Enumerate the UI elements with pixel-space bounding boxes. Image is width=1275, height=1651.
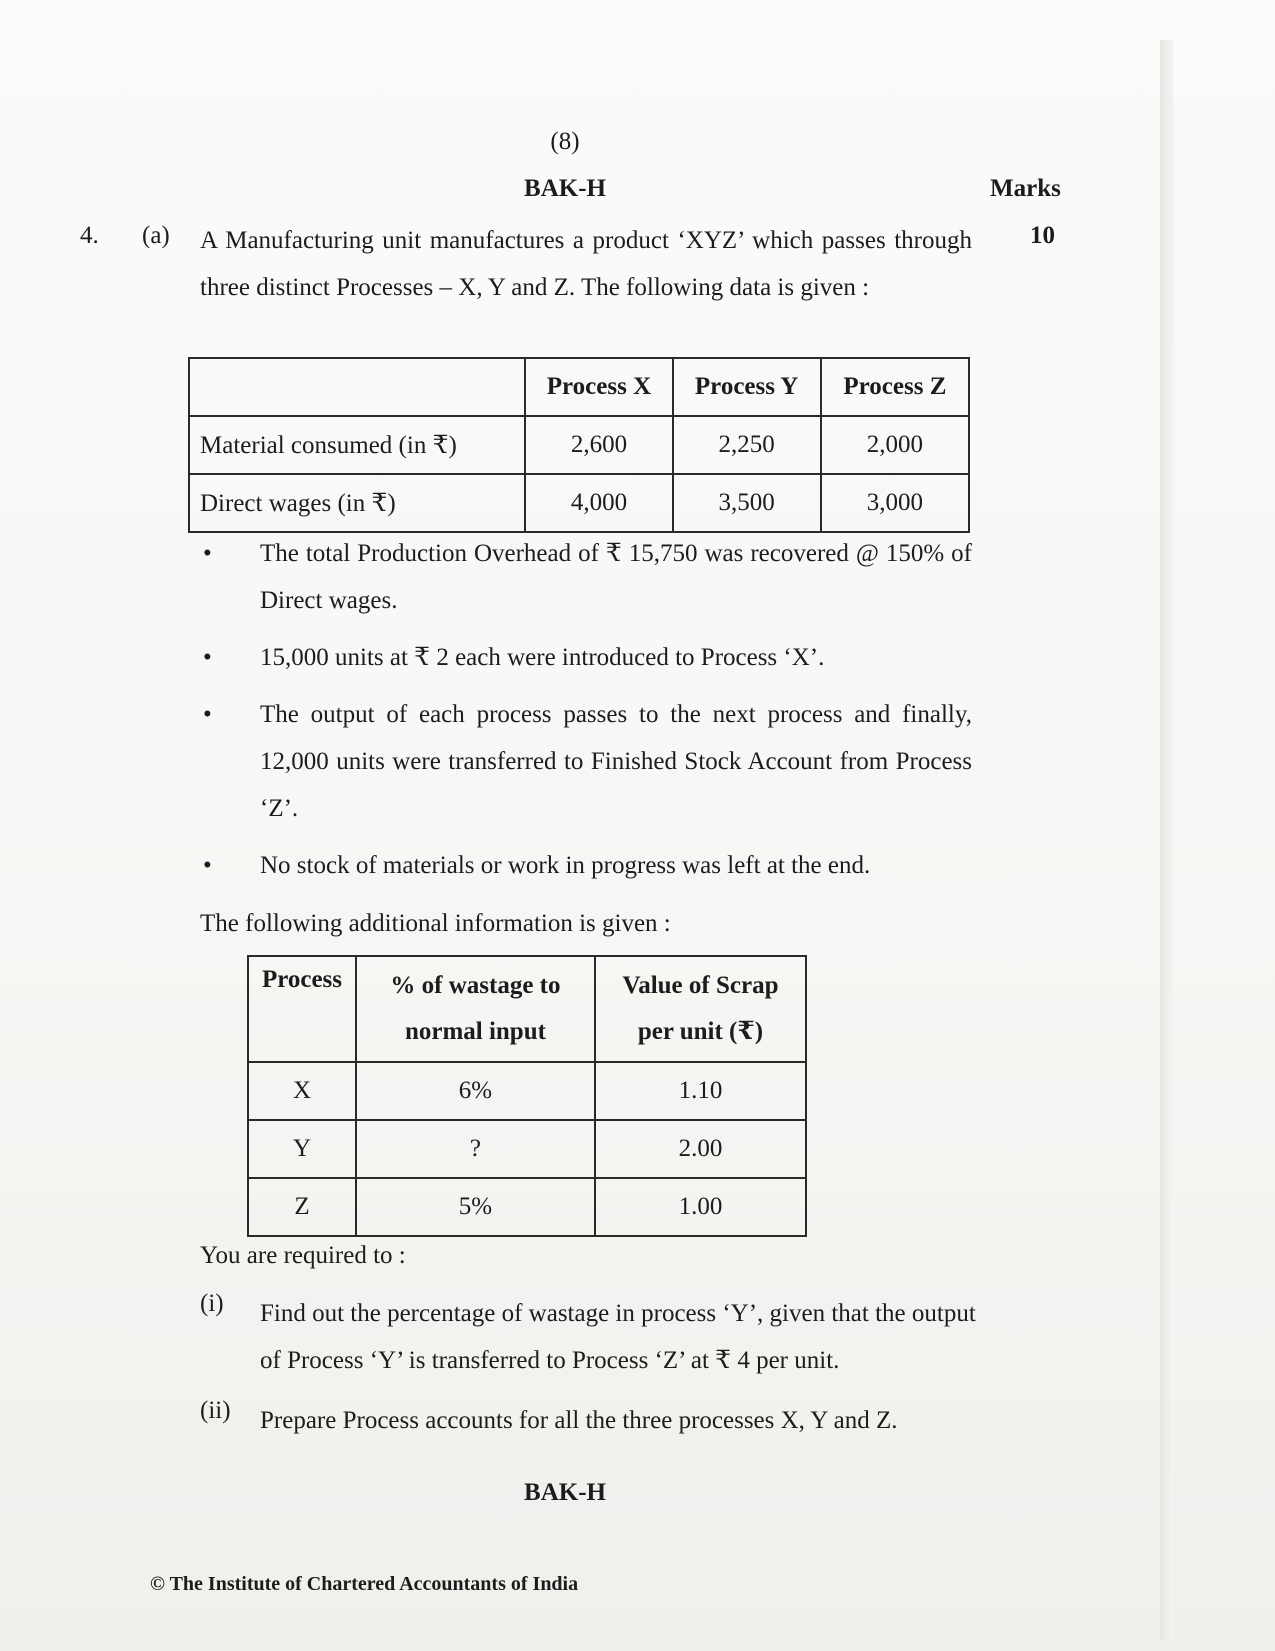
table-header-cell: Process X (525, 358, 672, 416)
list-item (200, 842, 972, 889)
table-header-cell: Process Z (821, 358, 969, 416)
requirements-label: You are required to : (200, 1242, 406, 1269)
table-cell: X (248, 1062, 356, 1120)
bullet-icon: • (203, 852, 212, 879)
table-header-row (248, 956, 806, 1062)
table-header-cell: % of wastage to normal input (356, 956, 595, 1062)
table-header-cell (189, 358, 525, 416)
bullet-icon: • (203, 540, 212, 567)
list-item (200, 634, 972, 681)
sub-question-number: (i) (200, 1290, 224, 1317)
table-cell: 2,000 (821, 416, 969, 474)
bullet-icon: • (203, 644, 212, 671)
question-part: (a) (142, 222, 170, 249)
table-header-cell: Value of Scrap per unit (₹) (595, 956, 806, 1062)
table-cell: ? (356, 1120, 595, 1178)
additional-info-label: The following additional information is given : (200, 910, 671, 937)
sub-question (200, 1290, 980, 1390)
paper-code-header: BAK-H (524, 175, 606, 202)
page-number: (8) (550, 128, 580, 155)
list-item (200, 691, 972, 832)
table-row-label: Direct wages (in ₹) (189, 474, 525, 532)
table-cell: 3,500 (673, 474, 821, 532)
table-cell: 4,000 (525, 474, 672, 532)
sub-question-text: Find out the percentage of wastage in process ‘Y’, given that the output of Process ‘Y’ is transferred to Process ‘Z’ at ₹ 4 per unit. (260, 1300, 976, 1374)
list-item-text: The total Production Overhead of ₹ 15,750 was recovered @ 150% of Direct wages. (260, 540, 972, 614)
table-row (189, 416, 969, 474)
table-cell: Y (248, 1120, 356, 1178)
list-item-text: The output of each process passes to the next process and finally, 12,000 units were transferred to Finished Stock Account from Process ‘Z’. (260, 701, 972, 822)
table-row (189, 474, 969, 532)
page-edge-shadow (1160, 40, 1174, 1640)
table-header-row (189, 358, 969, 416)
table-row-label: Material consumed (in ₹) (189, 416, 525, 474)
marks-heading: Marks (990, 175, 1061, 202)
sub-question-text: Prepare Process accounts for all the three processes X, Y and Z. (260, 1407, 898, 1434)
copyright-notice: © The Institute of Chartered Accountants of India (150, 1573, 579, 1595)
table-cell: 3,000 (821, 474, 969, 532)
question-intro: A Manufacturing unit manufactures a product ‘XYZ’ which passes through three distinct Processes – X, Y and Z. The following data is given : (200, 227, 972, 301)
list-item (200, 530, 972, 624)
paper-code-footer: BAK-H (524, 1479, 606, 1506)
bullet-icon: • (203, 701, 212, 728)
sub-question (200, 1397, 980, 1447)
sub-question-number: (ii) (200, 1397, 231, 1424)
table-row (248, 1120, 806, 1178)
table-cell: 5% (356, 1178, 595, 1236)
question-number: 4. (80, 222, 99, 249)
table-cell: 2,250 (673, 416, 821, 474)
bullet-list (200, 530, 972, 899)
table-cell: 6% (356, 1062, 595, 1120)
table-header-cell: Process (248, 956, 356, 1062)
table-cell: 2,600 (525, 416, 672, 474)
wastage-table (247, 955, 807, 1237)
table-row (248, 1178, 806, 1236)
table-cell: 2.00 (595, 1120, 806, 1178)
table-row (248, 1062, 806, 1120)
question-marks: 10 (1030, 222, 1055, 249)
table-cell: Z (248, 1178, 356, 1236)
list-item-text: 15,000 units at ₹ 2 each were introduced to Process ‘X’. (260, 644, 825, 671)
table-header-cell: Process Y (673, 358, 821, 416)
process-cost-table (188, 357, 970, 533)
table-cell: 1.00 (595, 1178, 806, 1236)
table-cell: 1.10 (595, 1062, 806, 1120)
list-item-text: No stock of materials or work in progress was left at the end. (260, 852, 871, 879)
